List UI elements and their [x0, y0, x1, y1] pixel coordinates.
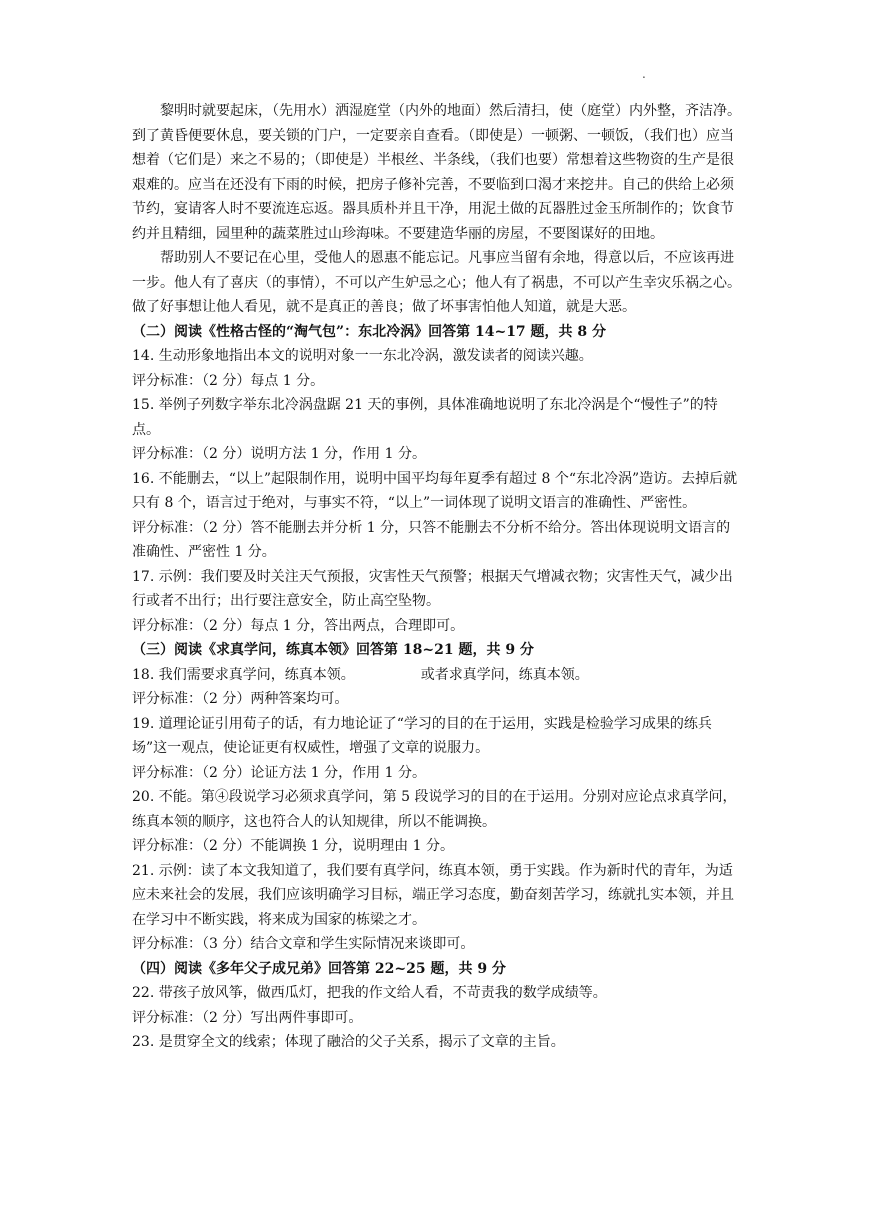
- scoring-15: 评分标准：（2 分）说明方法 1 分，作用 1 分。: [132, 446, 426, 462]
- intro-paragraph-1: 黎明时就要起床，（先用水）洒湿庭堂（内外的地面）然后清扫，使（庭堂）内外整，齐洁净。到了黄昏便要休息，要关锁的门户，一定要亲自查看。（即使是）一顿粥、一顿饭，（我们也）应当想着（它们是）来之不易的；（即使是）半根丝、半条线，（我们也要）常想着这些物资的生产是很艰难的。应当在还没有下雨的时候，把房子修补完善，不要临到口渴才来挖井。自己的供给上必须节约，宴请客人时不要流连忘返。器具质朴并且干净，用泥土做的瓦器胜过金玉所制作的；饮食节约并且精细，园里种的蔬菜胜过山珍海味。不要建造华丽的房屋，不要图谋好的田地。: [132, 103, 741, 242]
- scoring-20: 评分标准：（2 分）不能调换 1 分，说明理由 1 分。: [132, 838, 454, 854]
- header-mark: .: [642, 67, 646, 81]
- answer-21: 21. 示例：读了本文我知道了，我们要有真学问，练真本领，勇于实践。作为新时代的青年，为适应未来社会的发展，我们应该明确学习目标，端正学习态度，勤奋刻苦学习，练就扎实本领，并且在学习中不断实践，将来成为国家的栋梁之才。: [132, 862, 734, 928]
- scoring-17: 评分标准：（2 分）每点 1 分，答出两点，合理即可。: [132, 617, 465, 634]
- scoring-18: 评分标准：（2 分）两种答案均可。: [132, 691, 349, 707]
- section-3-heading: （三）阅读《求真学问，练真本领》回答第 18~21 题，共 9 分: [132, 642, 534, 658]
- answer-23: 23. 是贯穿全文的线索；体现了融洽的父子关系，揭示了文章的主旨。: [132, 1034, 565, 1050]
- scoring-21: 评分标准：（3 分）结合文章和学生实际情况来谈即可。: [132, 936, 475, 952]
- document-body: [132, 99, 744, 1055]
- section-4-heading: （四）阅读《多年父子成兄弟》回答第 22~25 题，共 9 分: [132, 960, 506, 977]
- answer-18-option-a: 18. 我们需要求真学问，练真本领。: [132, 666, 355, 683]
- scoring-14: 评分标准：（2 分）每点 1 分。: [132, 372, 325, 389]
- answer-15: 15. 举例子列数字举东北冷涡盘踞 21 天的事例，具体准确地说明了东北冷涡是个“慢性子”的特点。: [132, 397, 718, 438]
- answer-19: 19. 道理论证引用荀子的话，有力地论证了“学习的目的在于运用，实践是检验学习成果的练兵场”这一观点，使论证更有权威性，增强了文章的说服力。: [132, 715, 712, 756]
- scoring-22: 评分标准：（2 分）写出两件事即可。: [132, 1009, 363, 1026]
- answer-16: 16. 不能删去，“以上”起限制作用，说明中国平均每年夏季有超过 8 个“东北冷涡”造访。去掉后就只有 8 个，语言过于绝对，与事实不符，“以上”一词体现了说明文语言的准确性、严密性。: [132, 470, 738, 511]
- answer-17: 17. 示例：我们要及时关注天气预报，灾害性天气预警；根据天气增减衣物；灾害性天气，减少出行或者不出行；出行要注意安全，防止高空坠物。: [132, 568, 733, 609]
- section-2-heading: （二）阅读《性格古怪的“淘气包”：东北冷涡》回答第 14~17 题，共 8 分: [132, 323, 607, 340]
- answer-14: 14. 生动形象地指出本文的说明对象一一东北冷涡，激发读者的阅读兴趣。: [132, 348, 593, 364]
- answer-22: 22. 带孩子放风筝，做西瓜灯，把我的作文给人看，不苛责我的数学成绩等。: [132, 985, 607, 1001]
- answer-18-option-b: 或者求真学问，练真本领。: [420, 666, 589, 683]
- answer-20: 20. 不能。第④段说学习必须求真学问，第 5 段说学习的目的在于运用。分别对应论点求真学问，练真本领的顺序，这也符合人的认知规律，所以不能调换。: [132, 789, 737, 830]
- intro-paragraph-2: 帮助别人不要记在心里，受他人的恩惠不能忘记。凡事应当留有余地，得意以后，不应该再进一步。他人有了喜庆（的事情），不可以产生妒忌之心；他人有了祸患，不可以产生幸灾乐祸之心。做了好事想让他人看见，就不是真正的善良；做了坏事害怕他人知道，就是大恶。: [132, 250, 741, 315]
- answer-18: [132, 663, 744, 688]
- scoring-19: 评分标准：（2 分）论证方法 1 分，作用 1 分。: [132, 764, 426, 781]
- scoring-16: 评分标准：（2 分）答不能删去并分析 1 分，只答不能删去不分析不给分。答出体现说明文语言的准确性、严密性 1 分。: [132, 519, 731, 560]
